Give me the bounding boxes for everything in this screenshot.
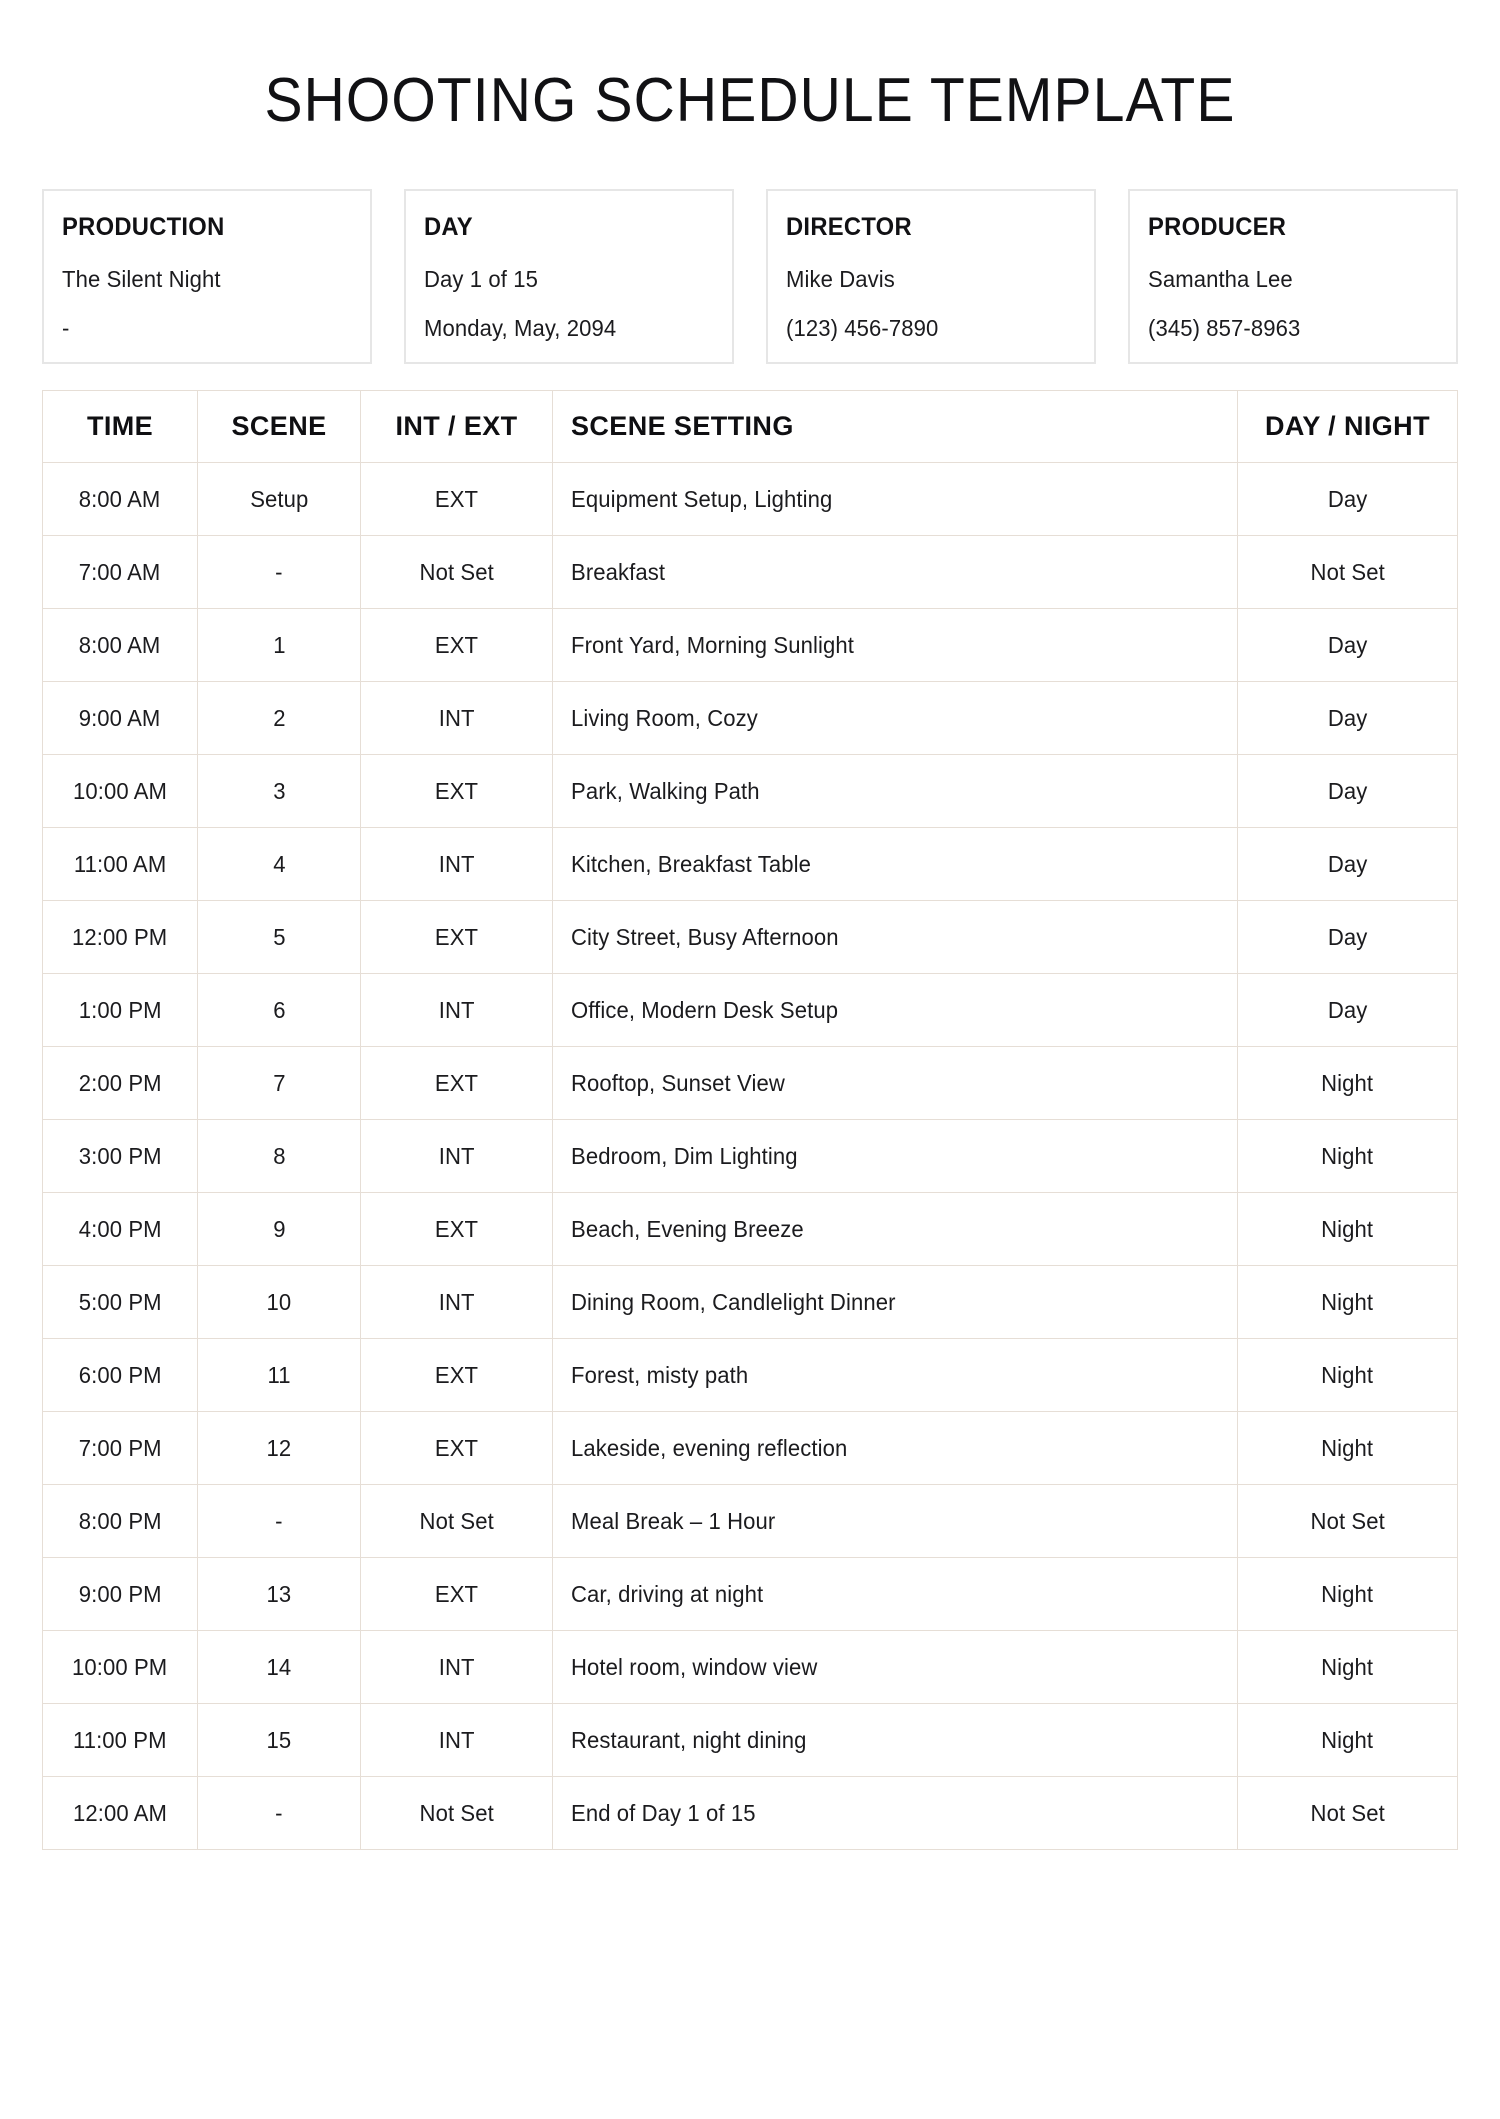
cell-time bbox=[43, 828, 198, 901]
cell-scene-setting-text: Office, Modern Desk Setup bbox=[571, 996, 839, 1023]
cell-int-ext bbox=[361, 682, 553, 755]
day-count-value: Day 1 of 15 bbox=[424, 266, 538, 293]
cell-day-night-text: Night bbox=[1321, 1653, 1374, 1680]
cell-int-ext-text: Not Set bbox=[419, 1799, 494, 1826]
cell-int-ext-text: EXT bbox=[434, 777, 479, 804]
cell-time-text: 8:00 AM bbox=[79, 631, 161, 658]
table-row bbox=[43, 1485, 1458, 1558]
cell-day-night bbox=[1238, 974, 1458, 1047]
cell-scene bbox=[198, 974, 361, 1047]
cell-scene-text: 12 bbox=[266, 1434, 292, 1461]
table-row bbox=[43, 1777, 1458, 1850]
cell-scene-setting bbox=[553, 1266, 1238, 1339]
cell-time bbox=[43, 755, 198, 828]
cell-day-night-text: Night bbox=[1321, 1142, 1374, 1169]
cell-day-night-text: Day bbox=[1327, 923, 1368, 950]
cell-int-ext bbox=[361, 1485, 553, 1558]
cell-scene-text: 15 bbox=[266, 1726, 292, 1753]
cell-scene-setting-text: City Street, Busy Afternoon bbox=[571, 923, 839, 950]
cell-scene bbox=[198, 828, 361, 901]
cell-scene-setting-text: Living Room, Cozy bbox=[571, 704, 758, 731]
cell-scene-text: - bbox=[275, 1799, 283, 1826]
cell-int-ext-text: EXT bbox=[434, 1580, 479, 1607]
cell-day-night-text: Not Set bbox=[1310, 558, 1385, 585]
cell-scene-setting-text: Restaurant, night dining bbox=[571, 1726, 807, 1753]
cell-day-night-text: Night bbox=[1321, 1069, 1374, 1096]
table-row bbox=[43, 1412, 1458, 1485]
cell-day-night bbox=[1238, 901, 1458, 974]
cell-int-ext-text: INT bbox=[438, 704, 475, 731]
cell-day-night-text: Not Set bbox=[1310, 1799, 1385, 1826]
cell-day-night bbox=[1238, 828, 1458, 901]
cell-day-night bbox=[1238, 1266, 1458, 1339]
cell-int-ext-text: INT bbox=[438, 850, 475, 877]
cell-scene-setting-text: Dining Room, Candlelight Dinner bbox=[571, 1288, 896, 1315]
cell-int-ext bbox=[361, 1047, 553, 1120]
cell-scene-text: 7 bbox=[272, 1069, 286, 1096]
cell-scene-setting-text: End of Day 1 of 15 bbox=[571, 1799, 756, 1826]
table-row bbox=[43, 1120, 1458, 1193]
cell-int-ext bbox=[361, 1631, 553, 1704]
cell-int-ext-text: Not Set bbox=[419, 1507, 494, 1534]
cell-scene-setting-text: Front Yard, Morning Sunlight bbox=[571, 631, 854, 658]
cell-time-text: 3:00 PM bbox=[78, 1142, 162, 1169]
cell-scene bbox=[198, 1120, 361, 1193]
table-row bbox=[43, 1193, 1458, 1266]
cell-int-ext-text: EXT bbox=[434, 1361, 479, 1388]
cell-day-night-text: Day bbox=[1327, 777, 1368, 804]
schedule-table-wrapper bbox=[42, 390, 1458, 1850]
table-row bbox=[43, 1558, 1458, 1631]
table-row bbox=[43, 974, 1458, 1047]
cell-scene bbox=[198, 1777, 361, 1850]
page-title: SHOOTING SCHEDULE TEMPLATE bbox=[264, 66, 1236, 135]
cell-day-night bbox=[1238, 1485, 1458, 1558]
cell-scene-setting-text: Hotel room, window view bbox=[571, 1653, 818, 1680]
cell-time-text: 7:00 PM bbox=[78, 1434, 162, 1461]
cell-scene bbox=[198, 682, 361, 755]
cell-scene-text: 8 bbox=[272, 1142, 286, 1169]
column-header-scene-setting: SCENE SETTING bbox=[553, 391, 1238, 463]
cell-int-ext bbox=[361, 1704, 553, 1777]
day-date-value: Monday, May, 2094 bbox=[424, 315, 617, 342]
production-secondary-value: - bbox=[62, 315, 70, 342]
schedule-table-body bbox=[43, 463, 1458, 1850]
column-header-scene: SCENE bbox=[198, 391, 361, 463]
cell-time bbox=[43, 1631, 198, 1704]
cell-time-text: 7:00 AM bbox=[79, 558, 161, 585]
cell-int-ext bbox=[361, 1266, 553, 1339]
cell-scene-setting-text: Equipment Setup, Lighting bbox=[571, 485, 833, 512]
cell-time bbox=[43, 609, 198, 682]
cell-scene-setting bbox=[553, 828, 1238, 901]
cell-day-night bbox=[1238, 682, 1458, 755]
cell-scene-text: 4 bbox=[272, 850, 286, 877]
cell-time bbox=[43, 1193, 198, 1266]
cell-day-night-text: Day bbox=[1327, 704, 1368, 731]
cell-day-night-text: Night bbox=[1321, 1726, 1374, 1753]
table-row bbox=[43, 609, 1458, 682]
cell-scene bbox=[198, 1704, 361, 1777]
cell-scene bbox=[198, 1193, 361, 1266]
cell-int-ext bbox=[361, 1193, 553, 1266]
cell-day-night bbox=[1238, 1704, 1458, 1777]
cell-scene bbox=[198, 901, 361, 974]
cell-scene-text: 11 bbox=[267, 1361, 291, 1388]
cell-int-ext-text: INT bbox=[438, 1726, 475, 1753]
cell-int-ext-text: EXT bbox=[434, 485, 479, 512]
cell-time-text: 1:00 PM bbox=[78, 996, 162, 1023]
cell-scene bbox=[198, 609, 361, 682]
cell-int-ext-text: INT bbox=[438, 1653, 475, 1680]
cell-scene-setting bbox=[553, 1704, 1238, 1777]
column-header-time: TIME bbox=[43, 391, 198, 463]
cell-int-ext-text: INT bbox=[438, 1142, 475, 1169]
cell-day-night bbox=[1238, 536, 1458, 609]
cell-time bbox=[43, 1485, 198, 1558]
table-row bbox=[43, 536, 1458, 609]
cell-day-night bbox=[1238, 1120, 1458, 1193]
table-row bbox=[43, 828, 1458, 901]
cell-int-ext bbox=[361, 901, 553, 974]
cell-time bbox=[43, 463, 198, 536]
cell-day-night-text: Night bbox=[1321, 1215, 1374, 1242]
cell-time bbox=[43, 1412, 198, 1485]
cell-scene-setting-text: Car, driving at night bbox=[571, 1580, 764, 1607]
cell-int-ext bbox=[361, 1412, 553, 1485]
table-row bbox=[43, 755, 1458, 828]
cell-day-night-text: Day bbox=[1327, 996, 1368, 1023]
cell-time-text: 8:00 PM bbox=[78, 1507, 162, 1534]
cell-scene-setting-text: Forest, misty path bbox=[571, 1361, 749, 1388]
cell-scene-setting-text: Breakfast bbox=[571, 558, 666, 585]
cell-scene-setting-text: Kitchen, Breakfast Table bbox=[571, 850, 812, 877]
cell-time-text: 5:00 PM bbox=[78, 1288, 162, 1315]
info-card-director bbox=[766, 189, 1096, 364]
column-header-day-night: DAY / NIGHT bbox=[1238, 391, 1458, 463]
cell-int-ext-text: EXT bbox=[434, 1069, 479, 1096]
cell-scene-setting bbox=[553, 974, 1238, 1047]
table-row bbox=[43, 1631, 1458, 1704]
cell-scene-text: 13 bbox=[266, 1580, 292, 1607]
cell-time bbox=[43, 682, 198, 755]
schedule-table bbox=[42, 390, 1458, 1850]
cell-scene bbox=[198, 463, 361, 536]
info-card-producer bbox=[1128, 189, 1458, 364]
cell-int-ext-text: EXT bbox=[434, 1434, 479, 1461]
cell-scene-setting bbox=[553, 609, 1238, 682]
production-name-value: The Silent Night bbox=[62, 266, 221, 293]
cell-time bbox=[43, 974, 198, 1047]
column-header-int-ext: INT / EXT bbox=[361, 391, 553, 463]
cell-scene-setting bbox=[553, 901, 1238, 974]
table-row bbox=[43, 682, 1458, 755]
info-card-label-director: DIRECTOR bbox=[786, 213, 912, 242]
table-row bbox=[43, 1266, 1458, 1339]
cell-int-ext bbox=[361, 755, 553, 828]
director-name-value: Mike Davis bbox=[786, 266, 895, 293]
cell-scene-setting-text: Bedroom, Dim Lighting bbox=[571, 1142, 798, 1169]
cell-time bbox=[43, 1558, 198, 1631]
cell-scene-setting bbox=[553, 755, 1238, 828]
cell-time bbox=[43, 1339, 198, 1412]
cell-day-night bbox=[1238, 1558, 1458, 1631]
cell-scene bbox=[198, 1339, 361, 1412]
cell-int-ext-text: INT bbox=[438, 1288, 475, 1315]
cell-time-text: 12:00 PM bbox=[72, 923, 168, 950]
cell-int-ext bbox=[361, 974, 553, 1047]
cell-day-night-text: Day bbox=[1327, 850, 1368, 877]
cell-time-text: 2:00 PM bbox=[78, 1069, 162, 1096]
cell-scene-text: 5 bbox=[272, 923, 286, 950]
cell-scene-setting-text: Meal Break – 1 Hour bbox=[571, 1507, 776, 1534]
cell-day-night-text: Day bbox=[1327, 485, 1368, 512]
cell-day-night-text: Night bbox=[1321, 1361, 1374, 1388]
cell-int-ext bbox=[361, 1339, 553, 1412]
cell-scene-text: 3 bbox=[272, 777, 286, 804]
cell-day-night bbox=[1238, 1193, 1458, 1266]
cell-int-ext bbox=[361, 1120, 553, 1193]
cell-time-text: 10:00 PM bbox=[72, 1653, 168, 1680]
cell-scene bbox=[198, 1485, 361, 1558]
production-info-row bbox=[42, 189, 1458, 364]
cell-time-text: 11:00 PM bbox=[73, 1726, 167, 1753]
cell-time-text: 10:00 AM bbox=[72, 777, 168, 804]
cell-scene-text: - bbox=[275, 1507, 283, 1534]
cell-time-text: 11:00 AM bbox=[73, 850, 167, 877]
cell-scene bbox=[198, 755, 361, 828]
cell-scene bbox=[198, 536, 361, 609]
table-row bbox=[43, 1704, 1458, 1777]
cell-scene bbox=[198, 1412, 361, 1485]
table-row bbox=[43, 1047, 1458, 1120]
cell-int-ext-text: INT bbox=[438, 996, 475, 1023]
table-row bbox=[43, 901, 1458, 974]
cell-scene-text: 2 bbox=[272, 704, 286, 731]
cell-day-night bbox=[1238, 1412, 1458, 1485]
cell-time bbox=[43, 901, 198, 974]
cell-int-ext bbox=[361, 463, 553, 536]
cell-day-night bbox=[1238, 1339, 1458, 1412]
cell-int-ext-text: Not Set bbox=[419, 558, 494, 585]
cell-scene-text: 9 bbox=[272, 1215, 286, 1242]
cell-day-night bbox=[1238, 1777, 1458, 1850]
cell-scene-text: 10 bbox=[266, 1288, 292, 1315]
cell-time-text: 9:00 PM bbox=[78, 1580, 162, 1607]
cell-time-text: 12:00 AM bbox=[72, 1799, 168, 1826]
cell-day-night bbox=[1238, 755, 1458, 828]
cell-int-ext bbox=[361, 1777, 553, 1850]
cell-time bbox=[43, 1266, 198, 1339]
cell-scene-setting bbox=[553, 1485, 1238, 1558]
cell-scene-setting bbox=[553, 1558, 1238, 1631]
cell-scene-setting bbox=[553, 1631, 1238, 1704]
cell-scene-text: 1 bbox=[272, 631, 286, 658]
cell-scene-setting-text: Beach, Evening Breeze bbox=[571, 1215, 804, 1242]
cell-time-text: 4:00 PM bbox=[78, 1215, 162, 1242]
cell-int-ext bbox=[361, 1558, 553, 1631]
cell-scene-setting-text: Park, Walking Path bbox=[571, 777, 760, 804]
cell-scene bbox=[198, 1266, 361, 1339]
cell-int-ext-text: EXT bbox=[434, 1215, 479, 1242]
cell-scene-setting-text: Lakeside, evening reflection bbox=[571, 1434, 848, 1461]
producer-name-value: Samantha Lee bbox=[1148, 266, 1293, 293]
cell-scene-setting bbox=[553, 1047, 1238, 1120]
cell-time bbox=[43, 1777, 198, 1850]
info-card-production bbox=[42, 189, 372, 364]
cell-int-ext bbox=[361, 609, 553, 682]
schedule-header-row bbox=[43, 391, 1458, 463]
cell-scene-setting bbox=[553, 536, 1238, 609]
cell-scene-setting bbox=[553, 682, 1238, 755]
cell-scene-setting-text: Rooftop, Sunset View bbox=[571, 1069, 785, 1096]
cell-scene bbox=[198, 1631, 361, 1704]
cell-int-ext-text: EXT bbox=[434, 631, 479, 658]
cell-scene-text: 6 bbox=[272, 996, 286, 1023]
cell-time bbox=[43, 1704, 198, 1777]
cell-scene-setting bbox=[553, 1412, 1238, 1485]
director-phone-value: (123) 456-7890 bbox=[786, 315, 939, 342]
cell-day-night-text: Night bbox=[1321, 1580, 1374, 1607]
info-card-label-producer: PRODUCER bbox=[1148, 213, 1287, 242]
cell-scene bbox=[198, 1047, 361, 1120]
cell-time-text: 6:00 PM bbox=[78, 1361, 162, 1388]
cell-day-night-text: Day bbox=[1327, 631, 1368, 658]
cell-scene bbox=[198, 1558, 361, 1631]
cell-int-ext-text: EXT bbox=[434, 923, 479, 950]
table-row bbox=[43, 463, 1458, 536]
cell-day-night-text: Night bbox=[1321, 1434, 1374, 1461]
cell-time bbox=[43, 1047, 198, 1120]
cell-day-night-text: Not Set bbox=[1310, 1507, 1385, 1534]
cell-day-night bbox=[1238, 1047, 1458, 1120]
cell-scene-setting bbox=[553, 463, 1238, 536]
cell-day-night bbox=[1238, 609, 1458, 682]
cell-time bbox=[43, 536, 198, 609]
cell-scene-text: - bbox=[275, 558, 283, 585]
schedule-table-head bbox=[43, 391, 1458, 463]
info-card-label-production: PRODUCTION bbox=[62, 213, 225, 242]
info-card-day bbox=[404, 189, 734, 364]
table-row bbox=[43, 1339, 1458, 1412]
cell-scene-setting bbox=[553, 1777, 1238, 1850]
cell-scene-text: 14 bbox=[266, 1653, 292, 1680]
cell-scene-setting bbox=[553, 1120, 1238, 1193]
cell-scene-setting bbox=[553, 1339, 1238, 1412]
cell-scene-setting bbox=[553, 1193, 1238, 1266]
cell-time bbox=[43, 1120, 198, 1193]
cell-int-ext bbox=[361, 828, 553, 901]
producer-phone-value: (345) 857-8963 bbox=[1148, 315, 1301, 342]
cell-day-night bbox=[1238, 1631, 1458, 1704]
cell-day-night bbox=[1238, 463, 1458, 536]
info-card-label-day: DAY bbox=[424, 213, 473, 242]
cell-day-night-text: Night bbox=[1321, 1288, 1374, 1315]
cell-scene-text: Setup bbox=[249, 485, 309, 512]
cell-time-text: 9:00 AM bbox=[79, 704, 161, 731]
cell-int-ext bbox=[361, 536, 553, 609]
cell-time-text: 8:00 AM bbox=[79, 485, 161, 512]
